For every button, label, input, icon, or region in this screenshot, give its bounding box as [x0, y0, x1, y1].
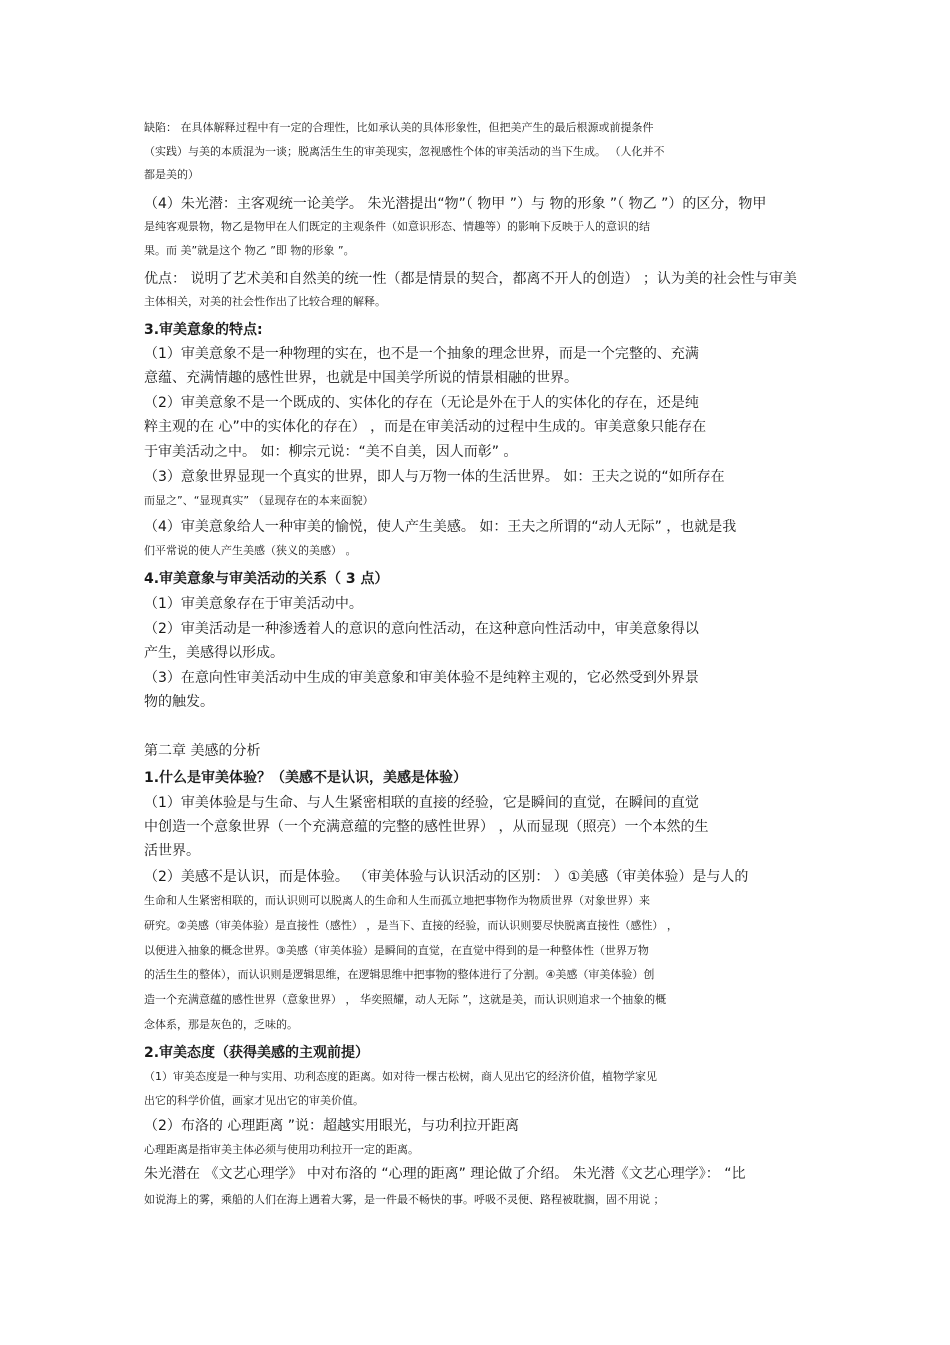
text-line: 们平常说的使人产生美感（狭义的美感） 。	[144, 544, 357, 557]
text-line: 粹主观的在 心”中的实体化的存在） ，而是在审美活动的过程中生成的。审美意象只能存在	[144, 419, 707, 435]
text-line: （4）朱光潜：主客观统一论美学。 朱光潜提出“物”（ 物甲 ”）与 物的形象 ”（ 物乙 ”）的区分，物甲	[144, 196, 767, 212]
text-line: （1）审美态度是一种与实用、功利态度的距离。如对待一棵古松树，商人见出它的经济价值，植物学家见	[144, 1070, 657, 1083]
text-line: 缺陷： 在具体解释过程中有一定的合理性，比如承认美的具体形象性，但把美产生的最后根源或前提条件	[144, 121, 654, 134]
text-line: （3）在意向性审美活动中生成的审美意象和审美体验不是纯粹主观的，它必然受到外界景	[144, 670, 699, 686]
text-line: 生命和人生紧密相联的，而认识则可以脱离人的生命和人生而孤立地把事物作为物质世界（对象世界）来	[144, 894, 650, 907]
text-line: 念体系，那是灰色的，乏味的。	[144, 1018, 298, 1031]
text-line: 于审美活动之中。 如：柳宗元说：“美不自美，因人而彰” 。	[144, 444, 518, 460]
text-line: （1）审美意象存在于审美活动中。	[144, 596, 363, 612]
text-line: 活世界。	[144, 843, 200, 859]
text-line: 意蕴、充满情趣的感性世界，也就是中国美学所说的情景相融的世界。	[144, 370, 578, 386]
text-line: 都是美的）	[144, 168, 199, 181]
text-line: （2）审美意象不是一个既成的、实体化的存在（无论是外在于人的实体化的存在，还是纯	[144, 395, 699, 411]
text-line: （2）审美活动是一种渗透着人的意识的意向性活动，在这种意向性活动中，审美意象得以	[144, 621, 699, 637]
text-line: 而显之”、“显现真实” （显现存在的本来面貌）	[144, 494, 374, 507]
text-line: 果。而 美”就是这个 物乙 ”即 物的形象 ”。	[144, 244, 355, 257]
chapter-heading: 第二章 美感的分析	[144, 743, 261, 759]
text-line: （实践）与美的本质混为一谈；脱离活生生的审美现实，忽视感性个体的审美活动的当下生成。 （人化并不	[144, 145, 665, 158]
text-line: 如说海上的雾，乘船的人们在海上遇着大雾，是一件最不畅快的事。呼吸不灵便、路程被耽搁，固不用说 ；	[144, 1193, 665, 1206]
text-line: （1）审美体验是与生命、与人生紧密相联的直接的经验，它是瞬间的直觉，在瞬间的直觉	[144, 795, 699, 811]
text-line: 以便进入抽象的概念世界。③美感（审美体验）是瞬间的直觉，在直觉中得到的是一种整体性（世界万物	[144, 944, 649, 957]
section-heading: 4.审美意象与审美活动的关系（ 3 点）	[144, 571, 389, 587]
text-line: 出它的科学价值，画家才见出它的审美价值。	[144, 1094, 364, 1107]
text-line: （2）布洛的 心理距离 ”说：超越实用眼光，与功利拉开距离	[144, 1118, 520, 1134]
text-line: 心理距离是指审美主体必须与使用功利拉开一定的距离。	[144, 1143, 419, 1156]
text-line: （3）意象世界显现一个真实的世界，即人与万物一体的生活世界。 如：王夫之说的“如所存在	[144, 469, 725, 485]
text-line: 中创造一个意象世界（一个充满意蕴的完整的感性世界） ，从而显现（照亮）一个本然的生	[144, 819, 709, 835]
text-line: 优点： 说明了艺术美和自然美的统一性（都是情景的契合，都离不开人的创造） ；认为美的社会性与审美	[144, 271, 797, 287]
text-line: 物的触发。	[144, 694, 214, 710]
text-line: 主体相关，对美的社会性作出了比较合理的解释。	[144, 295, 386, 308]
text-line: 是纯客观景物，物乙是物甲在人们既定的主观条件（如意识形态、情趣等）的影响下反映于人的意识的结	[144, 220, 650, 233]
section-heading: 1.什么是审美体验？（美感不是认识，美感是体验）	[144, 770, 468, 786]
text-line: 研究。②美感（审美体验）是直接性（感性） ，是当下、直接的经验，而认识则要尽快脱离直接性（感性） ，	[144, 919, 678, 932]
text-line: 造一个充满意蕴的感性世界（意象世界） ， 华奕照耀，动人无际 ”，这就是美，而认识则追求一个抽象的概	[144, 993, 667, 1006]
section-heading: 3.审美意象的特点:	[144, 322, 263, 338]
text-line: 朱光潜在 《文艺心理学》 中对布洛的 “心理的距离” 理论做了介绍。 朱光潜《文艺心理学》： “比	[144, 1166, 746, 1182]
text-line: （2）美感不是认识，而是体验。 （审美体验与认识活动的区别： ）①美感（审美体验）是与人的	[144, 869, 749, 885]
text-line: 产生，美感得以形成。	[144, 645, 284, 661]
text-line: （4）审美意象给人一种审美的愉悦，使人产生美感。 如：王夫之所谓的“动人无际” ，也就是我	[144, 519, 737, 535]
text-line: 的活生生的整体），而认识则是逻辑思维，在逻辑思维中把事物的整体进行了分割。④美感（审美体验）创	[144, 968, 655, 981]
section-heading: 2.审美态度（获得美感的主观前提）	[144, 1045, 370, 1061]
text-line: （1）审美意象不是一种物理的实在，也不是一个抽象的理念世界，而是一个完整的、充满	[144, 346, 699, 362]
